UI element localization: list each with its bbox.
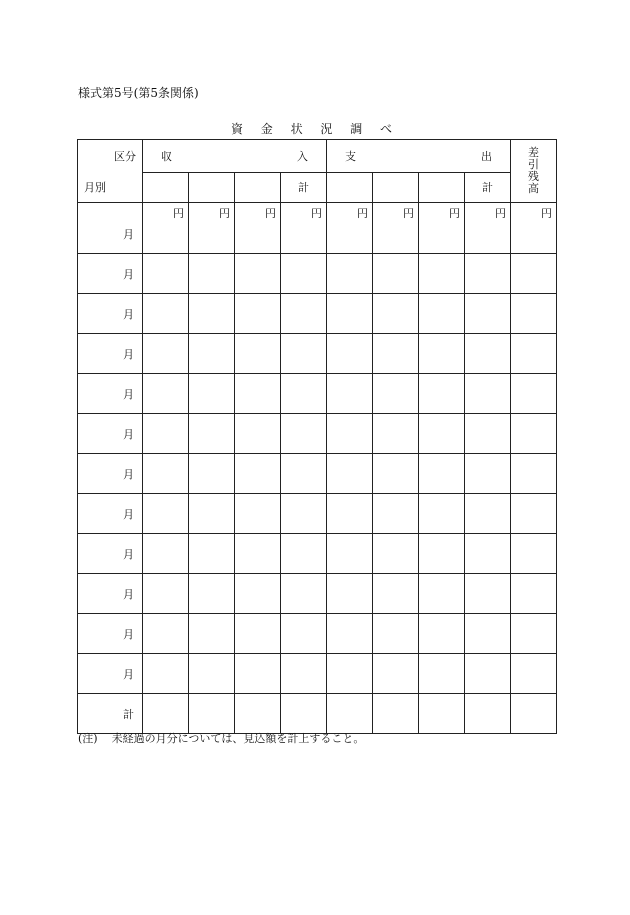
table-cell bbox=[143, 454, 189, 494]
month-label: 月 bbox=[78, 334, 143, 374]
header-expense-sub bbox=[327, 172, 373, 203]
header-row-1 bbox=[78, 140, 557, 173]
table-cell bbox=[235, 614, 281, 654]
table-cell bbox=[327, 494, 373, 534]
table-cell bbox=[373, 694, 419, 734]
month-row bbox=[78, 374, 557, 414]
header-expense-right: 出 bbox=[481, 149, 492, 163]
page-title: 資 金 状 況 調 べ bbox=[230, 122, 400, 136]
unit-label: 円 bbox=[465, 203, 511, 254]
table-cell bbox=[143, 694, 189, 734]
table-cell bbox=[281, 694, 327, 734]
table-cell bbox=[189, 574, 235, 614]
table-cell bbox=[189, 414, 235, 454]
month-row bbox=[78, 614, 557, 654]
table-cell bbox=[189, 454, 235, 494]
header-income-sub bbox=[235, 172, 281, 203]
month-label: 月 bbox=[78, 454, 143, 494]
table-cell bbox=[511, 334, 557, 374]
table-cell bbox=[327, 294, 373, 334]
form-label: 様式第5号(第5条関係) bbox=[78, 86, 199, 100]
table-cell bbox=[327, 574, 373, 614]
table-cell bbox=[235, 574, 281, 614]
header-diff-char: 差 bbox=[528, 146, 539, 159]
table-cell bbox=[373, 334, 419, 374]
month-row bbox=[78, 454, 557, 494]
header-income-total: 計 bbox=[281, 172, 327, 203]
table-cell bbox=[327, 334, 373, 374]
total-row bbox=[78, 694, 557, 734]
table-cell bbox=[419, 334, 465, 374]
table-cell bbox=[465, 694, 511, 734]
header-expense-left: 支 bbox=[345, 149, 356, 163]
table-cell bbox=[235, 454, 281, 494]
table-cell bbox=[511, 694, 557, 734]
header-income-sub bbox=[143, 172, 189, 203]
table-cell bbox=[281, 454, 327, 494]
table-cell bbox=[373, 374, 419, 414]
table-cell bbox=[511, 454, 557, 494]
header-expense-total: 計 bbox=[465, 172, 511, 203]
table-cell bbox=[143, 374, 189, 414]
month-row bbox=[78, 203, 557, 254]
table-cell bbox=[143, 494, 189, 534]
table-cell bbox=[373, 534, 419, 574]
table-cell bbox=[327, 614, 373, 654]
table-cell bbox=[189, 374, 235, 414]
table-cell bbox=[143, 334, 189, 374]
table-cell bbox=[419, 414, 465, 454]
table-cell bbox=[465, 334, 511, 374]
table-cell bbox=[281, 334, 327, 374]
table-cell bbox=[511, 494, 557, 534]
month-row bbox=[78, 294, 557, 334]
table-cell bbox=[373, 454, 419, 494]
table-cell bbox=[143, 654, 189, 694]
table-cell bbox=[511, 614, 557, 654]
month-label: 月 bbox=[78, 574, 143, 614]
unit-label: 円 bbox=[327, 203, 373, 254]
unit-label: 円 bbox=[373, 203, 419, 254]
table-cell bbox=[235, 414, 281, 454]
table-cell bbox=[235, 254, 281, 294]
table-cell bbox=[419, 494, 465, 534]
table-cell bbox=[189, 254, 235, 294]
footnote-text: 未経過の月分については、見込額を計上すること。 bbox=[111, 732, 365, 745]
unit-label: 円 bbox=[511, 203, 557, 254]
header-expense-sub bbox=[419, 172, 465, 203]
table-cell bbox=[419, 374, 465, 414]
table-cell bbox=[327, 454, 373, 494]
header-income-right: 入 bbox=[297, 149, 308, 163]
table-cell bbox=[511, 414, 557, 454]
month-row bbox=[78, 254, 557, 294]
header-diff-char: 引 bbox=[528, 158, 539, 171]
month-label: 月 bbox=[78, 494, 143, 534]
table-cell bbox=[465, 534, 511, 574]
table-cell bbox=[281, 614, 327, 654]
table-cell bbox=[465, 574, 511, 614]
table-cell bbox=[327, 654, 373, 694]
table-cell bbox=[419, 614, 465, 654]
table-cell bbox=[373, 494, 419, 534]
table-cell bbox=[465, 374, 511, 414]
table-cell bbox=[143, 574, 189, 614]
table-cell bbox=[281, 414, 327, 454]
table-cell bbox=[465, 654, 511, 694]
month-label: 月 bbox=[78, 203, 143, 254]
header-getsu: 月別 bbox=[78, 172, 143, 203]
month-label: 月 bbox=[78, 254, 143, 294]
table-cell bbox=[189, 494, 235, 534]
table-cell bbox=[235, 294, 281, 334]
table-cell bbox=[419, 654, 465, 694]
fund-status-table bbox=[77, 139, 557, 734]
table-cell bbox=[465, 454, 511, 494]
table-cell bbox=[465, 254, 511, 294]
table-cell bbox=[235, 374, 281, 414]
table-cell bbox=[373, 654, 419, 694]
table-cell bbox=[143, 254, 189, 294]
table-cell bbox=[143, 414, 189, 454]
table-cell bbox=[143, 294, 189, 334]
table-cell bbox=[465, 614, 511, 654]
month-row bbox=[78, 654, 557, 694]
unit-label: 円 bbox=[189, 203, 235, 254]
header-expense bbox=[327, 140, 511, 173]
table-cell bbox=[189, 294, 235, 334]
table-cell bbox=[511, 294, 557, 334]
table-cell bbox=[281, 534, 327, 574]
table-cell bbox=[419, 694, 465, 734]
month-row bbox=[78, 494, 557, 534]
header-income-left: 収 bbox=[161, 149, 172, 163]
table-cell bbox=[143, 534, 189, 574]
header-row-2 bbox=[78, 172, 557, 203]
table-cell bbox=[281, 254, 327, 294]
month-row bbox=[78, 534, 557, 574]
unit-label: 円 bbox=[143, 203, 189, 254]
table-cell bbox=[511, 374, 557, 414]
table-cell bbox=[419, 534, 465, 574]
total-label: 計 bbox=[78, 694, 143, 734]
table-cell bbox=[235, 694, 281, 734]
header-diff-char: 高 bbox=[528, 182, 539, 195]
table-cell bbox=[143, 614, 189, 654]
header-diff-char: 残 bbox=[528, 170, 539, 183]
table-cell bbox=[281, 294, 327, 334]
table-cell bbox=[281, 654, 327, 694]
table-cell bbox=[373, 414, 419, 454]
table-cell bbox=[373, 254, 419, 294]
table-cell bbox=[189, 654, 235, 694]
month-row bbox=[78, 414, 557, 454]
footnote-prefix: (注) bbox=[78, 732, 98, 745]
month-label: 月 bbox=[78, 614, 143, 654]
table-cell bbox=[373, 614, 419, 654]
table-cell bbox=[327, 254, 373, 294]
header-income-sub bbox=[189, 172, 235, 203]
table-cell bbox=[373, 294, 419, 334]
table-cell bbox=[281, 494, 327, 534]
table-cell bbox=[465, 294, 511, 334]
header-diff-balance bbox=[511, 140, 557, 203]
table-cell bbox=[235, 654, 281, 694]
header-income bbox=[143, 140, 327, 173]
month-label: 月 bbox=[78, 654, 143, 694]
table-cell bbox=[327, 374, 373, 414]
table-cell bbox=[511, 534, 557, 574]
table-cell bbox=[281, 574, 327, 614]
month-label: 月 bbox=[78, 534, 143, 574]
unit-label: 円 bbox=[419, 203, 465, 254]
table-cell bbox=[281, 374, 327, 414]
table-cell bbox=[465, 494, 511, 534]
table-cell bbox=[189, 614, 235, 654]
month-label: 月 bbox=[78, 414, 143, 454]
table-cell bbox=[373, 574, 419, 614]
header-kubun: 区分 bbox=[78, 140, 143, 173]
table-cell bbox=[235, 494, 281, 534]
month-row bbox=[78, 334, 557, 374]
header-expense-sub bbox=[373, 172, 419, 203]
month-label: 月 bbox=[78, 294, 143, 334]
month-row bbox=[78, 574, 557, 614]
unit-label: 円 bbox=[281, 203, 327, 254]
table-cell bbox=[327, 694, 373, 734]
table-cell bbox=[189, 534, 235, 574]
table-cell bbox=[419, 294, 465, 334]
table-cell bbox=[419, 454, 465, 494]
table-cell bbox=[189, 694, 235, 734]
unit-label: 円 bbox=[235, 203, 281, 254]
table-cell bbox=[235, 334, 281, 374]
table-cell bbox=[327, 534, 373, 574]
table-cell bbox=[511, 654, 557, 694]
table-cell bbox=[189, 334, 235, 374]
footnote bbox=[78, 730, 378, 746]
table-cell bbox=[235, 534, 281, 574]
table-cell bbox=[511, 574, 557, 614]
table-cell bbox=[419, 574, 465, 614]
month-label: 月 bbox=[78, 374, 143, 414]
table-cell bbox=[419, 254, 465, 294]
table-cell bbox=[327, 414, 373, 454]
table-cell bbox=[511, 254, 557, 294]
table-cell bbox=[465, 414, 511, 454]
